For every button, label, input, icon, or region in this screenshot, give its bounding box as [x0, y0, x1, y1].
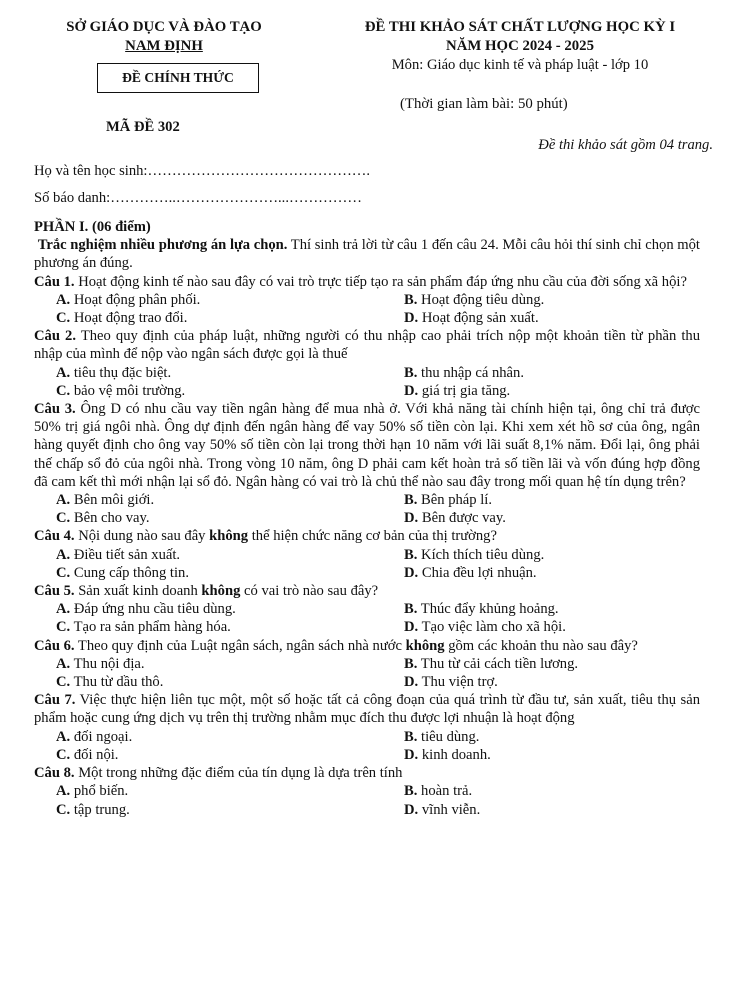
option-letter: D.: [404, 746, 419, 763]
option-d[interactable]: [382, 673, 700, 691]
option-b[interactable]: [382, 491, 700, 509]
department-name: SỞ GIÁO DỤC VÀ ĐÀO TẠO: [66, 19, 262, 35]
question-8: [34, 764, 700, 782]
option-c[interactable]: [34, 564, 382, 582]
question-text: Nội dung nào sau đây: [74, 528, 210, 545]
option-c[interactable]: [34, 673, 382, 691]
option-letter: B.: [404, 492, 418, 509]
question-text-end: gồm các khoản thu nào sau đây?: [444, 637, 638, 654]
option-b[interactable]: [382, 655, 700, 673]
question-text: Ông D có nhu cầu vay tiền ngân hàng để mua nhà ở. Với khả năng tài chính hiện tại, ông chỉ trả được 50% trị giá ngôi nhà. Ông dự định đến ngân hàng để vay 50% số tiền còn lại. Khi xem xét hồ sơ của ông, ngân hàng quyết định cho ông vay 50% số tiền còn lại trong thời hạn 10 năm với lãi suất 8,1% năm. Đổi lại, ông phải thế chấp sổ đỏ của ngôi nhà. Trong vòng 10 năm, ông D phải cam kết hoàn trả số tiền lãi và vốn đúng hợp đồng đã cam kết thì mới nhận lại sổ đỏ. Ngân hàng có vai trò là chủ thể nào sau đây trong mối quan hệ tín dụng trên?: [34, 401, 700, 490]
option-letter: D.: [404, 801, 419, 818]
option-text: tiêu thụ đặc biệt.: [73, 364, 172, 381]
question-text-end: thể hiện chức năng cơ bản của thị trường?: [248, 528, 497, 545]
part-instructions: [34, 236, 700, 272]
option-letter: C.: [56, 801, 71, 818]
option-text: bảo vệ môi trường.: [73, 382, 186, 399]
option-d[interactable]: [382, 564, 700, 582]
option-text: Tạo việc làm cho xã hội.: [421, 619, 566, 636]
option-text: đối nội.: [73, 746, 119, 763]
option-a[interactable]: [34, 655, 382, 673]
option-b[interactable]: [382, 546, 700, 564]
answer-options: [34, 291, 700, 327]
official-badge: ĐỀ CHÍNH THỨC: [97, 63, 259, 93]
option-d[interactable]: [382, 382, 700, 400]
option-c[interactable]: [34, 509, 382, 527]
question-emphasis: không: [201, 583, 241, 600]
option-b[interactable]: [382, 728, 700, 746]
answer-options: [34, 782, 700, 818]
option-text: Tạo ra sản phẩm hàng hóa.: [73, 619, 231, 636]
option-text: Cung cấp thông tin.: [73, 564, 189, 581]
option-text: hoàn trả.: [421, 783, 473, 800]
question-text-end: có vai trò nào sau đây?: [240, 583, 379, 600]
question-number: Câu 2.: [34, 328, 76, 345]
option-letter: D.: [404, 510, 419, 527]
option-letter: C.: [56, 564, 71, 581]
option-letter: B.: [404, 783, 418, 800]
question-number: Câu 1.: [34, 273, 75, 290]
part-title: PHẦN I. (06 điểm): [34, 219, 151, 235]
option-text: Thu viện trợ.: [421, 674, 498, 691]
exam-title: ĐỀ THI KHẢO SÁT CHẤT LƯỢNG HỌC KỲ I: [364, 19, 676, 35]
question-number: Câu 7.: [34, 692, 76, 709]
question-text: Theo quy định của pháp luật, những người có thu nhập cao phải trích nộp một khoản tiền từ phần thu nhập của mình để nộp vào ngân sách được gọi là thuế: [34, 328, 701, 363]
option-b[interactable]: [382, 782, 700, 800]
option-text: kinh doanh.: [421, 746, 491, 763]
department-header: [24, 18, 304, 56]
option-text: Hoạt động sản xuất.: [421, 310, 539, 327]
option-d[interactable]: [382, 801, 700, 819]
option-letter: C.: [56, 619, 71, 636]
option-b[interactable]: [382, 364, 700, 382]
option-letter: D.: [404, 674, 419, 691]
option-c[interactable]: [34, 801, 382, 819]
option-text: Đáp ứng nhu cầu tiêu dùng.: [73, 601, 236, 618]
answer-options: [34, 728, 700, 764]
option-d[interactable]: [382, 509, 700, 527]
department-location: NAM ĐỊNH: [125, 38, 203, 54]
option-letter: C.: [56, 674, 71, 691]
question-number: Câu 3.: [34, 401, 76, 418]
option-letter: B.: [404, 546, 418, 563]
option-c[interactable]: [34, 309, 382, 327]
option-text: vĩnh viễn.: [421, 801, 481, 818]
option-text: Thu từ cải cách tiền lương.: [420, 655, 579, 672]
option-letter: D.: [404, 382, 419, 399]
option-letter: A.: [56, 492, 71, 509]
option-letter: C.: [56, 746, 71, 763]
option-letter: C.: [56, 382, 71, 399]
option-letter: B.: [404, 364, 418, 381]
option-letter: A.: [56, 601, 71, 618]
option-c[interactable]: [34, 618, 382, 636]
exam-title-block: [318, 18, 722, 75]
option-text: Bên môi giới.: [73, 492, 155, 509]
option-b[interactable]: [382, 291, 700, 309]
option-letter: C.: [56, 310, 71, 327]
option-letter: B.: [404, 291, 418, 308]
option-letter: A.: [56, 291, 71, 308]
option-text: tập trung.: [73, 801, 130, 818]
option-text: Thúc đẩy khủng hoảng.: [420, 601, 559, 618]
question-text: Một trong những đặc điểm của tín dụng là dựa trên tính: [74, 765, 403, 782]
subject-line: Môn: Giáo dục kinh tế và pháp luật - lớp 10: [391, 57, 649, 73]
answer-options: [34, 600, 700, 636]
option-a[interactable]: [34, 364, 382, 382]
option-letter: B.: [404, 728, 418, 745]
option-letter: D.: [404, 619, 419, 636]
option-letter: A.: [56, 364, 71, 381]
option-text: Điều tiết sản xuất.: [73, 546, 181, 563]
exam-content: [34, 218, 700, 819]
question-text: Theo quy định của Luật ngân sách, ngân sách nhà nước: [74, 637, 406, 654]
option-text: Bên cho vay.: [73, 510, 150, 527]
question-6: [34, 637, 700, 655]
option-letter: D.: [404, 310, 419, 327]
option-text: Chia đều lợi nhuận.: [421, 564, 537, 581]
student-name-field: Họ và tên học sinh:……………………………………….: [34, 163, 371, 179]
answer-options: [34, 364, 700, 400]
option-a[interactable]: [34, 782, 382, 800]
question-5: [34, 582, 700, 600]
question-emphasis: không: [405, 637, 445, 654]
option-text: Hoạt động trao đổi.: [73, 310, 188, 327]
option-text: Bên được vay.: [421, 510, 506, 527]
question-number: Câu 5.: [34, 583, 75, 600]
option-c[interactable]: [34, 382, 382, 400]
question-number: Câu 4.: [34, 528, 75, 545]
instructions-bold: Trắc nghiệm nhiều phương án lựa chọn.: [37, 237, 288, 254]
option-a[interactable]: [34, 546, 382, 564]
question-text: Sản xuất kinh doanh: [74, 583, 202, 600]
option-text: thu nhập cá nhân.: [421, 364, 524, 381]
student-id-field: Số báo danh:…………..…………………...……………: [34, 190, 362, 206]
option-a[interactable]: [34, 600, 382, 618]
instructions-text: Thí sinh trả lời từ câu 1 đến câu 24. Mỗi câu hỏi thí sinh chỉ chọn một phương án đúng.: [34, 237, 700, 272]
question-list: [34, 273, 700, 819]
option-letter: A.: [56, 728, 71, 745]
question-number: Câu 6.: [34, 637, 75, 654]
question-2: [34, 327, 700, 363]
option-b[interactable]: [382, 600, 700, 618]
answer-options: [34, 546, 700, 582]
option-d[interactable]: [382, 309, 700, 327]
option-text: Bên pháp lí.: [421, 492, 492, 509]
question-4: [34, 527, 700, 545]
option-letter: C.: [56, 510, 71, 527]
option-d[interactable]: [382, 746, 700, 764]
option-letter: D.: [404, 564, 419, 581]
option-letter: A.: [56, 546, 71, 563]
question-number: Câu 8.: [34, 765, 75, 782]
option-text: giá trị gia tăng.: [421, 382, 511, 399]
option-text: tiêu dùng.: [421, 728, 480, 745]
question-3: [34, 400, 700, 491]
option-text: Thu nội địa.: [73, 655, 145, 672]
option-letter: B.: [404, 655, 418, 672]
option-text: phổ biến.: [73, 783, 129, 800]
option-a[interactable]: [34, 728, 382, 746]
option-text: Kích thích tiêu dùng.: [421, 546, 545, 563]
option-c[interactable]: [34, 746, 382, 764]
school-year: NĂM HỌC 2024 - 2025: [446, 38, 594, 54]
question-text: Việc thực hiện liên tục một, một số hoặc tất cả công đoạn của quá trình từ đầu tư, sản xuất, tiêu thụ sản phẩm hoặc cung ứng dịch vụ trên thị trường nhằm mục đích thu được lợi nhuận là hoạt động: [34, 692, 701, 727]
answer-options: [34, 655, 700, 691]
option-letter: A.: [56, 655, 71, 672]
exam-code: MÃ ĐỀ 302: [106, 119, 180, 135]
question-text: Hoạt động kinh tế nào sau đây có vai trò trực tiếp tạo ra sản phẩm đáp ứng nhu cầu của đời sống xã hội?: [74, 273, 687, 290]
exam-duration: (Thời gian làm bài: 50 phút): [400, 96, 568, 112]
option-letter: B.: [404, 601, 418, 618]
option-text: Thu từ dầu thô.: [73, 674, 164, 691]
option-d[interactable]: [382, 618, 700, 636]
option-text: đối ngoại.: [73, 728, 133, 745]
option-text: Hoạt động phân phối.: [73, 291, 201, 308]
question-emphasis: không: [209, 528, 249, 545]
page-count-note: Đề thi khảo sát gồm 04 trang.: [538, 137, 713, 153]
answer-options: [34, 491, 700, 527]
option-a[interactable]: [34, 491, 382, 509]
question-7: [34, 691, 700, 727]
option-text: Hoạt động tiêu dùng.: [421, 291, 545, 308]
question-1: [34, 273, 700, 291]
option-a[interactable]: [34, 291, 382, 309]
option-letter: A.: [56, 783, 71, 800]
